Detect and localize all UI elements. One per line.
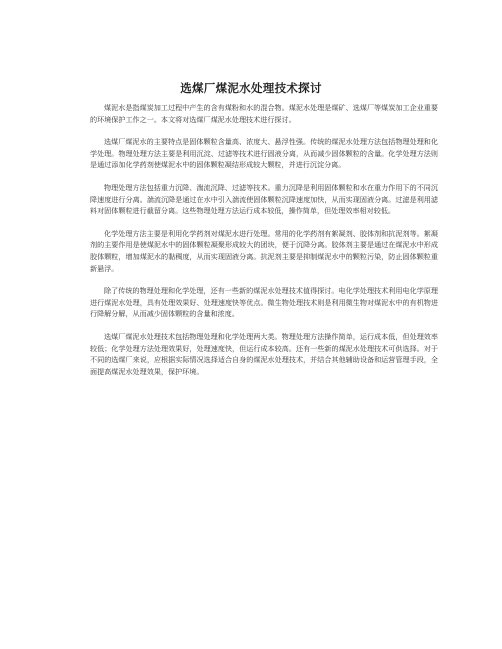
document-body: [90, 102, 438, 388]
paragraph-characteristics: 选煤厂煤泥水的主要特点是固体颗粒含量高、浓度大、悬浮性强。传统的煤泥水处理方法包括物理处理和化学处理。物理处理方法主要是利用沉淀、过滤等技术进行固液分离，从而减少固体颗粒的含量。化学处理方法则是通过添加化学药剂使煤泥水中的固体颗粒凝结形成较大颗粒，并进行沉淀分离。: [90, 137, 438, 170]
paragraph-physical-methods: 物理处理方法包括重力沉降、湍流沉降、过滤等技术。重力沉降是利用固体颗粒和水在重力作用下的不同沉降速度进行分离。湍流沉降是通过在水中引入湍流使固体颗粒沉降速度加快，从而实现固液分离。过滤是利用滤料对固体颗粒进行截留分离。这些物理处理方法运行成本较低，操作简单，但处理效率相对较低。: [90, 182, 438, 216]
paragraph-intro: 煤泥水是指煤炭加工过程中产生的含有煤粉和水的混合物。煤泥水处理是煤矿、选煤厂等煤炭加工企业重要的环境保护工作之一。本文将对选煤厂煤泥水处理技术进行探讨。: [90, 103, 438, 124]
document-title: 选煤厂煤泥水处理技术探讨: [180, 81, 322, 95]
paragraph-new-technologies: 除了传统的物理处理和化学处理，还有一些新的煤泥水处理技术值得探讨。电化学处理技术利用电化学原理进行煤泥水处理，具有处理效果好、处理速度快等优点。微生物处理技术则是利用微生物对煤泥水中的有机物进行降解分解，从而减少固体颗粒的含量和浓度。: [90, 286, 438, 319]
paragraph-chemical-methods: 化学处理方法主要是利用化学药剂对煤泥水进行处理。常用的化学药剂有絮凝剂、胶体剂和抗泥剂等。絮凝剂的主要作用是使煤泥水中的固体颗粒凝聚形成较大的团块，便于沉降分离。胶体剂主要是通过在煤泥水中形成胶体颗粒，增加煤泥水的黏稠度，从而实现固液分离。抗泥剂主要是抑制煤泥水中的颗粒污染，防止固体颗粒重新悬浮。: [90, 228, 438, 273]
paragraph-conclusion: 选煤厂煤泥水处理技术包括物理处理和化学处理两大类。物理处理方法操作简单，运行成本低，但处理效率较低；化学处理方法处理效果好，处理速度快，但运行成本较高。还有一些新的煤泥水处理技术可供选择。对于不同的选煤厂来说，应根据实际情况选择适合自身的煤泥水处理技术，并结合其他辅助设备和运营管理手段，全面提高煤泥水处理效果，保护环境。: [90, 331, 438, 376]
